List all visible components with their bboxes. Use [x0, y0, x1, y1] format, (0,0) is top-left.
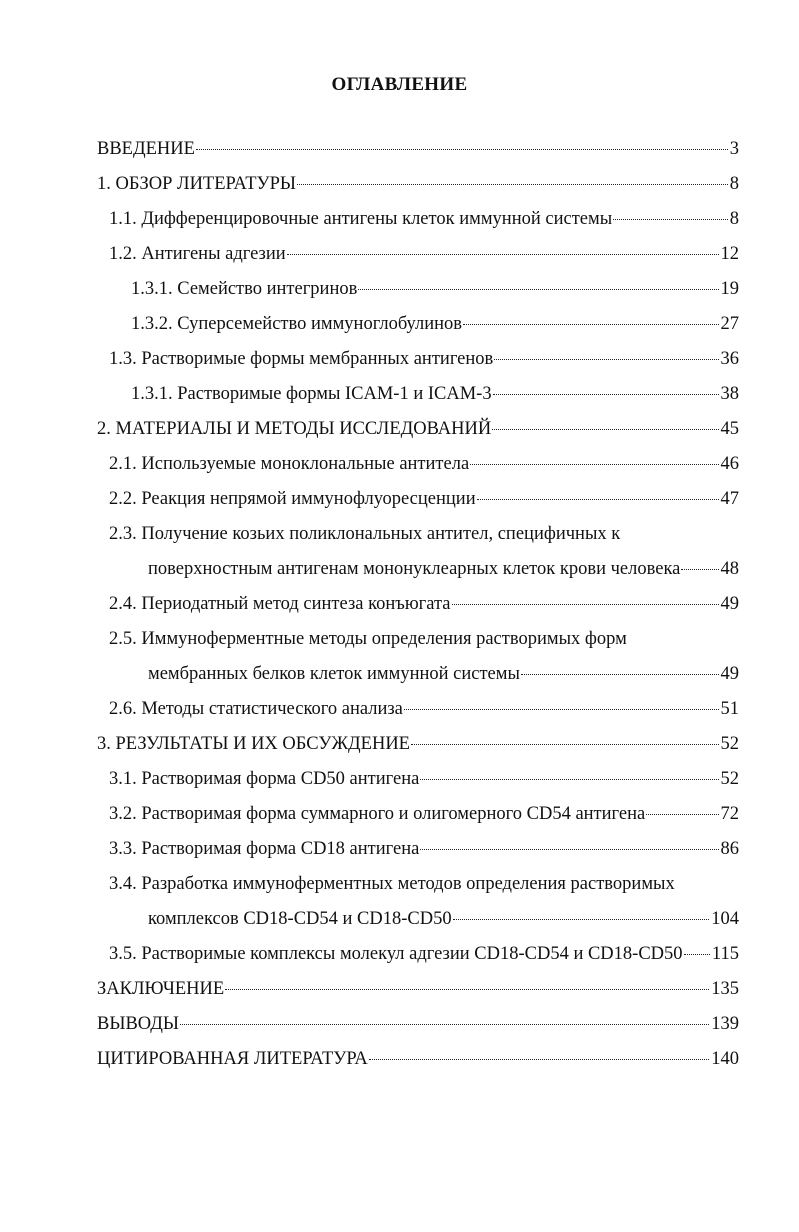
dot-leader [477, 499, 719, 500]
dot-leader [411, 744, 719, 745]
toc-entry-label: 1.3.2. Суперсемейство иммуноглобулинов [131, 314, 462, 334]
toc-entry-2-5[interactable] [109, 627, 627, 651]
toc-entry-label-continuation: поверхностным антигенам мононуклеарных клеток крови человека [148, 559, 681, 579]
toc-entry-label: 1.3.1. Растворимые формы ICAM-1 и ICAM-3 [131, 384, 492, 404]
toc-entry-page: 51 [720, 699, 739, 719]
toc-entry-1-3-1-icam[interactable] [131, 382, 739, 406]
dot-leader [369, 1059, 710, 1060]
toc-entry-chapter-2[interactable] [97, 417, 739, 441]
toc-entry-1-2[interactable] [109, 242, 739, 266]
toc-entry-label: 3.3. Растворимая форма CD18 антигена [109, 839, 420, 859]
toc-entry-label: 2.4. Периодатный метод синтеза конъюгата [109, 594, 451, 614]
toc-entry-chapter-1[interactable] [97, 172, 739, 196]
dot-leader [494, 359, 718, 360]
toc-entry-findings[interactable] [97, 1012, 739, 1036]
dot-leader [470, 464, 718, 465]
toc-entry-references[interactable] [97, 1047, 739, 1071]
toc-entry-1-3-2[interactable] [131, 312, 739, 336]
toc-entry-label: 1.2. Антигены адгезии [109, 244, 286, 264]
toc-entry-label: 2.5. Иммуноферментные методы определения растворимых форм [109, 629, 627, 649]
dot-leader [492, 429, 718, 430]
dot-leader [463, 324, 719, 325]
toc-entry-label: 2.2. Реакция непрямой иммунофлуоресценции [109, 489, 476, 509]
toc-entry-page: 3 [729, 139, 739, 159]
toc-entry-label-continuation: мембранных белков клеток иммунной системы [148, 664, 520, 684]
toc-entry-page: 135 [711, 979, 739, 999]
dot-leader [521, 674, 719, 675]
toc-entry-2-6[interactable] [109, 697, 739, 721]
toc-entry-label: ВЫВОДЫ [97, 1014, 180, 1034]
toc-entry-1-1[interactable] [109, 207, 739, 231]
dot-leader [684, 954, 710, 955]
toc-entry-page: 49 [720, 664, 739, 684]
toc-entry-2-3-continuation[interactable] [148, 557, 739, 581]
toc-entry-page: 8 [729, 209, 739, 229]
toc-entry-label: 3.4. Разработка иммуноферментных методов определения растворимых [109, 874, 675, 894]
toc-entry-label: ВВЕДЕНИЕ [97, 139, 195, 159]
toc-entry-1-3[interactable] [109, 347, 739, 371]
toc-entry-label: 3.2. Растворимая форма суммарного и олигомерного CD54 антигена [109, 804, 646, 824]
toc-entry-page: 45 [720, 419, 739, 439]
toc-entry-2-1[interactable] [109, 452, 739, 476]
toc-entry-label: 1. ОБЗОР ЛИТЕРАТУРЫ [97, 174, 297, 194]
toc-entry-2-5-continuation[interactable] [148, 662, 739, 686]
toc-entry-2-2[interactable] [109, 487, 739, 511]
toc-entry-page: 19 [720, 279, 739, 299]
toc-entry-label: 3.5. Растворимые комплексы молекул адгезии CD18-CD54 и CD18-CD50 [109, 944, 683, 964]
toc-entry-page: 86 [720, 839, 739, 859]
page-title: ОГЛАВЛЕНИЕ [331, 74, 468, 95]
dot-leader [420, 849, 718, 850]
toc-entry-3-5[interactable] [109, 942, 739, 966]
toc-entry-page: 12 [720, 244, 739, 264]
toc-entry-3-3[interactable] [109, 837, 739, 861]
toc-entry-page: 140 [711, 1049, 739, 1069]
toc-entry-page: 115 [711, 944, 739, 964]
dot-leader [493, 394, 719, 395]
toc-entry-2-3[interactable] [109, 522, 620, 546]
toc-entry-label: ЦИТИРОВАННАЯ ЛИТЕРАТУРА [97, 1049, 368, 1069]
toc-entry-page: 48 [720, 559, 739, 579]
dot-leader [452, 604, 719, 605]
toc-entry-page: 104 [711, 909, 739, 929]
dot-leader [287, 254, 719, 255]
toc-entry-page: 8 [729, 174, 739, 194]
toc-entry-page: 46 [720, 454, 739, 474]
toc-entry-label: 1.3. Растворимые формы мембранных антигенов [109, 349, 494, 369]
toc-entry-label: 1.1. Дифференцировочные антигены клеток иммунной системы [109, 209, 613, 229]
toc-entry-page: 36 [720, 349, 739, 369]
toc-entry-page: 47 [720, 489, 739, 509]
toc-entry-3-1[interactable] [109, 767, 739, 791]
toc-entry-chapter-3[interactable] [97, 732, 739, 756]
toc-entry-2-4[interactable] [109, 592, 739, 616]
dot-leader [297, 184, 728, 185]
toc-entry-page: 52 [720, 734, 739, 754]
toc-entry-1-3-1-integrins[interactable] [131, 277, 739, 301]
dot-leader [681, 569, 718, 570]
toc-entry-page: 72 [720, 804, 739, 824]
toc-entry-label: 2.3. Получение козьих поликлональных антител, специфичных к [109, 524, 621, 544]
dot-leader [225, 989, 709, 990]
toc-entry-label-continuation: комплексов CD18-CD54 и CD18-CD50 [148, 909, 452, 929]
toc-entry-page: 27 [720, 314, 739, 334]
toc-entry-3-4[interactable] [109, 872, 675, 896]
toc-entry-label: 2.6. Методы статистического анализа [109, 699, 403, 719]
dot-leader [358, 289, 718, 290]
toc-entry-label: 1.3.1. Семейство интегринов [131, 279, 358, 299]
toc-entry-page: 38 [720, 384, 739, 404]
toc-entry-label: 3.1. Растворимая форма CD50 антигена [109, 769, 420, 789]
toc-entry-label: ЗАКЛЮЧЕНИЕ [97, 979, 225, 999]
toc-entry-introduction[interactable] [97, 137, 739, 161]
toc-entry-3-4-continuation[interactable] [148, 907, 739, 931]
toc-entry-label: 2. МАТЕРИАЛЫ И МЕТОДЫ ИССЛЕДОВАНИЙ [97, 419, 492, 439]
dot-leader [453, 919, 710, 920]
dot-leader [420, 779, 718, 780]
toc-entry-page: 49 [720, 594, 739, 614]
toc-entry-conclusion[interactable] [97, 977, 739, 1001]
dot-leader [404, 709, 719, 710]
toc-entry-label: 3. РЕЗУЛЬТАТЫ И ИХ ОБСУЖДЕНИЕ [97, 734, 410, 754]
dot-leader [180, 1024, 709, 1025]
toc-entry-page: 52 [720, 769, 739, 789]
dot-leader [613, 219, 728, 220]
toc-entry-page: 139 [711, 1014, 739, 1034]
toc-entry-3-2[interactable] [109, 802, 739, 826]
dot-leader [646, 814, 718, 815]
toc-entry-label: 2.1. Используемые моноклональные антитела [109, 454, 470, 474]
dot-leader [196, 149, 728, 150]
